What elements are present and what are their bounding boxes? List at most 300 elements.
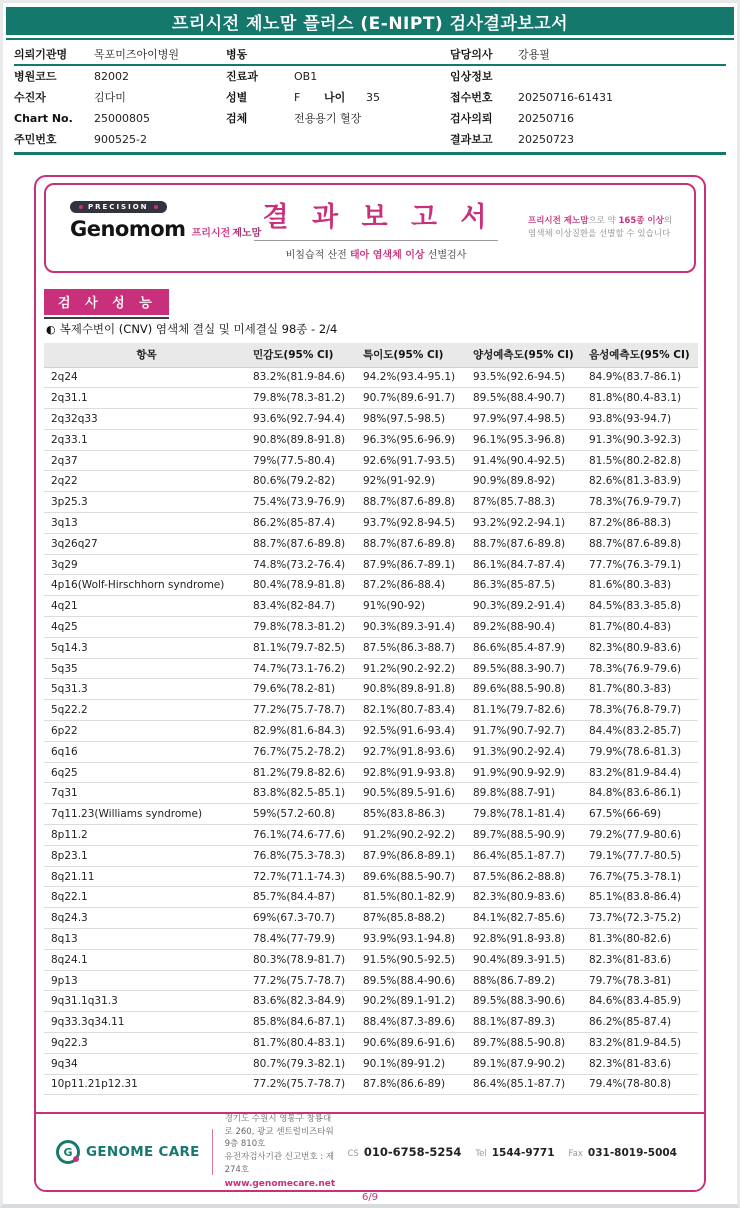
logo-korean-product: 제노맘 (232, 228, 262, 239)
metric-cell: 86.2%(85-87.4) (249, 513, 359, 534)
metric-cell: 79.8%(78.3-81.2) (249, 617, 359, 638)
precision-badge-label: PRECISION (88, 203, 149, 211)
metric-cell: 89.7%(88.5-90.8) (469, 1033, 585, 1054)
metric-cell: 90.5%(89.5-91.6) (359, 783, 469, 804)
genome-care-logo-icon (56, 1140, 80, 1164)
metric-cell: 83.2%(81.9-84.6) (249, 367, 359, 388)
performance-table (44, 343, 698, 1095)
referring-org-value: 목포미즈아이병원 (94, 48, 180, 61)
metric-cell: 82.3%(81-83.6) (585, 1053, 698, 1074)
metric-cell: 88.4%(87.3-89.6) (359, 1012, 469, 1033)
metric-cell: 91.3%(90.2-92.4) (469, 741, 585, 762)
metric-cell: 93.7%(92.8-94.5) (359, 513, 469, 534)
clinical-info-field (450, 66, 726, 87)
doctor-value: 강용필 (518, 48, 550, 61)
metric-cell: 97.9%(97.4-98.5) (469, 409, 585, 430)
badge-dot-right-icon (154, 205, 158, 209)
page-number: 6/9 (361, 1192, 379, 1203)
metric-cell: 76.7%(75.3-78.1) (585, 866, 698, 887)
metric-cell: 81.1%(79.7-82.6) (469, 700, 585, 721)
metric-cell: 75.4%(73.9-76.9) (249, 492, 359, 513)
region-cell: 3q13 (44, 513, 249, 534)
region-cell: 10p11.21p12.31 (44, 1074, 249, 1095)
metric-cell: 94.2%(93.4-95.1) (359, 367, 469, 388)
metric-cell: 81.7%(80.4-83.1) (249, 1033, 359, 1054)
metric-cell: 91%(90-92) (359, 596, 469, 617)
chart-number-label: Chart No. (14, 112, 73, 125)
chart-number-field (14, 108, 226, 129)
metric-cell: 79.1%(77.7-80.5) (585, 845, 698, 866)
table-row (44, 533, 698, 554)
metric-cell: 79.7%(78.3-81) (585, 970, 698, 991)
hospital-code-field (14, 66, 226, 87)
metric-cell: 79.2%(77.9-80.6) (585, 825, 698, 846)
region-cell: 4p16(Wolf-Hirschhorn syndrome) (44, 575, 249, 596)
metric-cell: 83.8%(82.5-85.1) (249, 783, 359, 804)
metric-cell: 80.3%(78.9-81.7) (249, 949, 359, 970)
tel-label: Tel (475, 1149, 487, 1159)
metric-cell: 91.9%(90.9-92.9) (469, 762, 585, 783)
sex-label: 성별 (226, 91, 248, 104)
report-date-field (450, 129, 726, 150)
metric-cell: 90.1%(89-91.2) (359, 1053, 469, 1074)
order-date-value: 20250716 (518, 112, 574, 125)
patient-info-row (14, 87, 726, 108)
report-date-value: 20250723 (518, 133, 574, 146)
metric-cell: 86.3%(85-87.5) (469, 575, 585, 596)
table-row (44, 908, 698, 929)
metric-cell: 91.7%(90.7-92.7) (469, 721, 585, 742)
metric-cell: 93.2%(92.2-94.1) (469, 513, 585, 534)
table-row (44, 845, 698, 866)
metric-cell: 89.6%(88.5-90.8) (469, 679, 585, 700)
metric-cell: 87.5%(86.3-88.7) (359, 637, 469, 658)
metric-cell: 80.7%(79.3-82.1) (249, 1053, 359, 1074)
region-cell: 3q29 (44, 554, 249, 575)
patient-info-row (14, 44, 726, 66)
order-date-label: 검사의뢰 (450, 112, 493, 125)
header-row (44, 343, 698, 367)
metric-cell: 80.6%(79.2-82) (249, 471, 359, 492)
performance-table-body (44, 367, 698, 1095)
metric-cell: 92.7%(91.8-93.6) (359, 741, 469, 762)
title-underline (6, 38, 734, 40)
table-row (44, 1053, 698, 1074)
metric-cell: 89.5%(88.3-90.6) (469, 991, 585, 1012)
metric-cell: 78.3%(76.9-79.7) (585, 492, 698, 513)
metric-cell: 79.8%(78.1-81.4) (469, 804, 585, 825)
report-header-box (44, 183, 696, 273)
patient-info-section (14, 44, 726, 155)
address-line2: 유전자검사기관 신고번호 : 제274호 (224, 1152, 335, 1175)
footer-address (225, 1113, 336, 1191)
metric-cell: 76.1%(74.6-77.6) (249, 825, 359, 846)
table-row (44, 741, 698, 762)
result-report-subtitle (224, 246, 528, 261)
metric-cell: 90.9%(89.8-92) (469, 471, 585, 492)
table-row (44, 554, 698, 575)
table-row (44, 887, 698, 908)
department-value: OB1 (294, 70, 318, 83)
patient-name-value: 김다미 (94, 91, 126, 104)
metric-cell: 87.5%(86.2-88.8) (469, 866, 585, 887)
metric-cell: 91.2%(90.2-92.2) (359, 825, 469, 846)
metric-cell: 90.4%(89.3-91.5) (469, 949, 585, 970)
metric-cell: 77.2%(75.7-78.7) (249, 970, 359, 991)
metric-cell: 88%(86.7-89.2) (469, 970, 585, 991)
metric-cell: 91.2%(90.2-92.2) (359, 658, 469, 679)
metric-cell: 87.2%(86-88.4) (359, 575, 469, 596)
patient-info-row (14, 66, 726, 87)
metric-cell: 82.3%(81-83.6) (585, 949, 698, 970)
metric-cell: 93.9%(93.1-94.8) (359, 929, 469, 950)
table-row (44, 949, 698, 970)
metric-cell: 84.8%(83.6-86.1) (585, 783, 698, 804)
tel-number: 1544-9771 (491, 1147, 555, 1159)
metric-cell: 78.3%(76.8-79.7) (585, 700, 698, 721)
metric-cell: 81.8%(80.4-83.1) (585, 388, 698, 409)
metric-cell: 81.3%(80-82.6) (585, 929, 698, 950)
side-note-brand: 프리시전 제노맘 (528, 216, 589, 226)
metric-cell: 67.5%(66-69) (585, 804, 698, 825)
rrn-field (14, 129, 226, 150)
metric-cell: 93.6%(92.7-94.4) (249, 409, 359, 430)
metric-cell: 90.2%(89.1-91.2) (359, 991, 469, 1012)
table-row (44, 721, 698, 742)
metric-cell: 87%(85.8-88.2) (359, 908, 469, 929)
table-row (44, 658, 698, 679)
table-row (44, 492, 698, 513)
metric-cell: 93.8%(93-94.7) (585, 409, 698, 430)
table-row (44, 700, 698, 721)
metric-cell: 91.3%(90.3-92.3) (585, 429, 698, 450)
subtitle-prefix: 비침습적 산전 (285, 250, 350, 261)
order-date-field (450, 108, 726, 129)
rrn-value: 900525-2 (94, 133, 147, 146)
region-cell: 2q37 (44, 450, 249, 471)
region-cell: 7q31 (44, 783, 249, 804)
table-row (44, 1074, 698, 1095)
table-row (44, 825, 698, 846)
metric-cell: 87.9%(86.8-89.1) (359, 845, 469, 866)
metric-cell: 85.8%(84.6-87.1) (249, 1012, 359, 1033)
table-row (44, 783, 698, 804)
report-date-label: 결과보고 (450, 133, 493, 146)
table-row (44, 1012, 698, 1033)
report-title: 프리시전 제노맘 플러스 (E-NIPT) 검사결과보고서 (171, 13, 569, 34)
metric-cell: 86.6%(85.4-87.9) (469, 637, 585, 658)
metric-cell: 79.6%(78.2-81) (249, 679, 359, 700)
half-circle-icon: ◐ (46, 323, 56, 336)
logo-mark-letter: G (63, 1145, 73, 1159)
patient-name-field (14, 87, 226, 108)
metric-cell: 81.7%(80.3-83) (585, 679, 698, 700)
metric-cell: 80.4%(78.9-81.8) (249, 575, 359, 596)
section-title-wrap (44, 289, 169, 319)
region-cell: 6q25 (44, 762, 249, 783)
metric-cell: 59%(57.2-60.8) (249, 804, 359, 825)
department-field (226, 66, 450, 87)
report-side-note (528, 215, 680, 241)
metric-cell: 89.5%(88.4-90.7) (469, 388, 585, 409)
patient-info-row (14, 129, 726, 150)
metric-cell: 73.7%(72.3-75.2) (585, 908, 698, 929)
metric-cell: 84.5%(83.3-85.8) (585, 596, 698, 617)
patient-name-label: 수진자 (14, 91, 46, 104)
side-note-mid: 으로 약 (588, 216, 619, 226)
section-title: 검 사 성 능 (44, 289, 169, 315)
region-cell: 2q33.1 (44, 429, 249, 450)
metric-cell: 86.4%(85.1-87.7) (469, 845, 585, 866)
region-cell: 8q24.1 (44, 949, 249, 970)
metric-cell: 90.6%(89.6-91.6) (359, 1033, 469, 1054)
table-row (44, 471, 698, 492)
region-cell: 4q21 (44, 596, 249, 617)
region-cell: 8p11.2 (44, 825, 249, 846)
table-row (44, 1033, 698, 1054)
region-cell: 5q22.2 (44, 700, 249, 721)
clinical-info-label: 임상정보 (450, 70, 493, 83)
metric-cell: 88.1%(87-89.3) (469, 1012, 585, 1033)
table-row (44, 450, 698, 471)
metric-cell: 69%(67.3-70.7) (249, 908, 359, 929)
performance-table-head (44, 343, 698, 367)
metric-cell: 90.8%(89.8-91.8) (249, 429, 359, 450)
metric-cell: 83.6%(82.3-84.9) (249, 991, 359, 1012)
table-row (44, 762, 698, 783)
result-report-title: 결 과 보 고 서 (254, 195, 497, 241)
metric-cell: 87.8%(86.6-89) (359, 1074, 469, 1095)
precision-badge (70, 201, 167, 213)
logo-korean-brand: 프리시전 (191, 228, 231, 239)
table-row (44, 991, 698, 1012)
accession-number-label: 접수번호 (450, 91, 493, 104)
metric-cell: 81.2%(79.8-82.6) (249, 762, 359, 783)
table-row (44, 596, 698, 617)
metric-cell: 84.9%(83.7-86.1) (585, 367, 698, 388)
accession-number-field (450, 87, 726, 108)
result-report-heading (224, 195, 528, 261)
sex-value: F (294, 91, 301, 104)
metric-cell: 87.2%(86-88.3) (585, 513, 698, 534)
subtitle-highlight: 태아 염색체 이상 (349, 250, 425, 261)
column-header-sensitivity: 민감도(95% CI) (249, 343, 359, 367)
metric-cell: 79.4%(78-80.8) (585, 1074, 698, 1095)
metric-cell: 82.1%(80.7-83.4) (359, 700, 469, 721)
metric-cell: 82.9%(81.6-84.3) (249, 721, 359, 742)
metric-cell: 84.4%(83.2-85.7) (585, 721, 698, 742)
metric-cell: 92.8%(91.8-93.8) (469, 929, 585, 950)
metric-cell: 74.7%(73.1-76.2) (249, 658, 359, 679)
table-row (44, 929, 698, 950)
footer (36, 1112, 704, 1190)
cs-label: CS (347, 1149, 359, 1159)
ward-label: 병동 (226, 48, 248, 61)
region-cell: 5q14.3 (44, 637, 249, 658)
table-caption (46, 321, 337, 337)
referring-org-label: 의뢰기관명 (14, 48, 68, 61)
column-header-specificity: 특이도(95% CI) (359, 343, 469, 367)
metric-cell: 82.3%(80.9-83.6) (585, 637, 698, 658)
region-cell: 8q24.3 (44, 908, 249, 929)
age-label: 나이 (324, 91, 346, 104)
metric-cell: 83.2%(81.9-84.4) (585, 762, 698, 783)
subtitle-suffix: 선별검사 (424, 250, 467, 261)
region-cell: 7q11.23(Williams syndrome) (44, 804, 249, 825)
region-cell: 2q24 (44, 367, 249, 388)
metric-cell: 77.7%(76.3-79.1) (585, 554, 698, 575)
region-cell: 9q22.3 (44, 1033, 249, 1054)
region-cell: 2q32q33 (44, 409, 249, 430)
metric-cell: 77.2%(75.7-78.7) (249, 700, 359, 721)
ward-field (226, 44, 450, 64)
metric-cell: 84.6%(83.4-85.9) (585, 991, 698, 1012)
metric-cell: 90.7%(89.6-91.7) (359, 388, 469, 409)
metric-cell: 86.2%(85-87.4) (585, 1012, 698, 1033)
metric-cell: 89.1%(87.9-90.2) (469, 1053, 585, 1074)
region-cell: 8p23.1 (44, 845, 249, 866)
side-note-highlight: 165종 이상 (618, 216, 664, 226)
metric-cell: 85.7%(84.4-87) (249, 887, 359, 908)
region-cell: 3q26q27 (44, 533, 249, 554)
fax-label: Fax (568, 1149, 583, 1159)
region-cell: 9q34 (44, 1053, 249, 1074)
badge-dot-left-icon (79, 205, 83, 209)
cs-number: 010-6758-5254 (363, 1145, 462, 1159)
patient-info-row (14, 108, 726, 129)
metric-cell: 90.3%(89.2-91.4) (469, 596, 585, 617)
metric-cell: 88.7%(87.6-89.8) (585, 533, 698, 554)
performance-table-wrap (44, 343, 698, 1095)
metric-cell: 83.4%(82-84.7) (249, 596, 359, 617)
specimen-label: 검체 (226, 112, 248, 125)
metric-cell: 98%(97.5-98.5) (359, 409, 469, 430)
table-caption-text: 복제수변이 (CNV) 염색체 결실 및 미세결실 98종 - 2/4 (59, 322, 338, 336)
footer-contacts (347, 1145, 686, 1159)
metric-cell: 81.5%(80.1-82.9) (359, 887, 469, 908)
website-link[interactable]: www.genomecare.net (224, 1178, 336, 1189)
table-row (44, 970, 698, 991)
metric-cell: 87%(85.7-88.3) (469, 492, 585, 513)
metric-cell: 82.6%(81.3-83.9) (585, 471, 698, 492)
table-row (44, 367, 698, 388)
metric-cell: 89.7%(88.5-90.9) (469, 825, 585, 846)
metric-cell: 85.1%(83.8-86.4) (585, 887, 698, 908)
metric-cell: 89.8%(88.7-91) (469, 783, 585, 804)
metric-cell: 92%(91-92.9) (359, 471, 469, 492)
metric-cell: 76.7%(75.2-78.2) (249, 741, 359, 762)
region-cell: 3p25.3 (44, 492, 249, 513)
metric-cell: 89.6%(88.5-90.7) (359, 866, 469, 887)
metric-cell: 81.5%(80.2-82.8) (585, 450, 698, 471)
side-note-tail: 의 (663, 216, 673, 226)
region-cell: 8q21.11 (44, 866, 249, 887)
age-value: 35 (366, 91, 380, 104)
result-report-box (34, 175, 706, 1192)
report-title-bar (6, 7, 734, 35)
metric-cell: 89.2%(88-90.4) (469, 617, 585, 638)
metric-cell: 92.5%(91.6-93.4) (359, 721, 469, 742)
table-row (44, 866, 698, 887)
region-cell: 9q33.3q34.11 (44, 1012, 249, 1033)
region-cell: 4q25 (44, 617, 249, 638)
metric-cell: 91.5%(90.5-92.5) (359, 949, 469, 970)
region-cell: 5q31.3 (44, 679, 249, 700)
metric-cell: 79%(77.5-80.4) (249, 450, 359, 471)
region-cell: 9p13 (44, 970, 249, 991)
table-row (44, 679, 698, 700)
metric-cell: 76.8%(75.3-78.3) (249, 845, 359, 866)
column-header-ppv: 양성예측도(95% CI) (469, 343, 585, 367)
referring-org-field (14, 44, 226, 64)
fax-number: 031-8019-5004 (587, 1147, 677, 1159)
column-header-npv: 음성예측도(95% CI) (585, 343, 698, 367)
chart-number-value: 25000805 (94, 112, 150, 125)
region-cell: 8q13 (44, 929, 249, 950)
genome-care-wordmark: GENOME CARE (86, 1144, 200, 1160)
metric-cell: 81.6%(80.3-83) (585, 575, 698, 596)
metric-cell: 88.7%(87.6-89.8) (469, 533, 585, 554)
specimen-field (226, 108, 450, 129)
genome-care-logo (56, 1140, 200, 1164)
empty-cell (226, 129, 450, 150)
table-row (44, 575, 698, 596)
metric-cell: 86.1%(84.7-87.4) (469, 554, 585, 575)
table-row (44, 429, 698, 450)
region-cell: 6q16 (44, 741, 249, 762)
metric-cell: 93.5%(92.6-94.5) (469, 367, 585, 388)
metric-cell: 89.5%(88.4-90.6) (359, 970, 469, 991)
hospital-code-label: 병원코드 (14, 70, 57, 83)
metric-cell: 88.7%(87.6-89.8) (249, 533, 359, 554)
doctor-field (450, 44, 726, 64)
accession-number-value: 20250716-61431 (518, 91, 613, 104)
region-cell: 2q22 (44, 471, 249, 492)
metric-cell: 90.8%(89.8-91.8) (359, 679, 469, 700)
table-row (44, 804, 698, 825)
metric-cell: 74.8%(73.2-76.4) (249, 554, 359, 575)
specimen-value: 전용용기 혈장 (294, 112, 362, 125)
region-cell: 6p22 (44, 721, 249, 742)
department-label: 진료과 (226, 70, 258, 83)
metric-cell: 87.9%(86.7-89.1) (359, 554, 469, 575)
table-row (44, 388, 698, 409)
metric-cell: 81.7%(80.4-83) (585, 617, 698, 638)
rrn-label: 주민번호 (14, 133, 57, 146)
metric-cell: 79.9%(78.6-81.3) (585, 741, 698, 762)
metric-cell: 92.8%(91.9-93.8) (359, 762, 469, 783)
metric-cell: 86.4%(85.1-87.7) (469, 1074, 585, 1095)
metric-cell: 96.3%(95.6-96.9) (359, 429, 469, 450)
side-note-line2: 염색체 이상질환을 선별할 수 있습니다 (528, 229, 671, 240)
table-row (44, 409, 698, 430)
table-row (44, 513, 698, 534)
metric-cell: 77.2%(75.7-78.7) (249, 1074, 359, 1095)
metric-cell: 81.1%(79.7-82.5) (249, 637, 359, 658)
metric-cell: 91.4%(90.4-92.5) (469, 450, 585, 471)
sex-age-field (226, 87, 450, 108)
metric-cell: 88.7%(87.6-89.8) (359, 492, 469, 513)
metric-cell: 90.3%(89.3-91.4) (359, 617, 469, 638)
region-cell: 5q35 (44, 658, 249, 679)
metric-cell: 83.2%(81.9-84.5) (585, 1033, 698, 1054)
region-cell: 8q22.1 (44, 887, 249, 908)
table-row (44, 637, 698, 658)
metric-cell: 96.1%(95.3-96.8) (469, 429, 585, 450)
metric-cell: 92.6%(91.7-93.5) (359, 450, 469, 471)
metric-cell: 89.5%(88.3-90.7) (469, 658, 585, 679)
table-row (44, 617, 698, 638)
